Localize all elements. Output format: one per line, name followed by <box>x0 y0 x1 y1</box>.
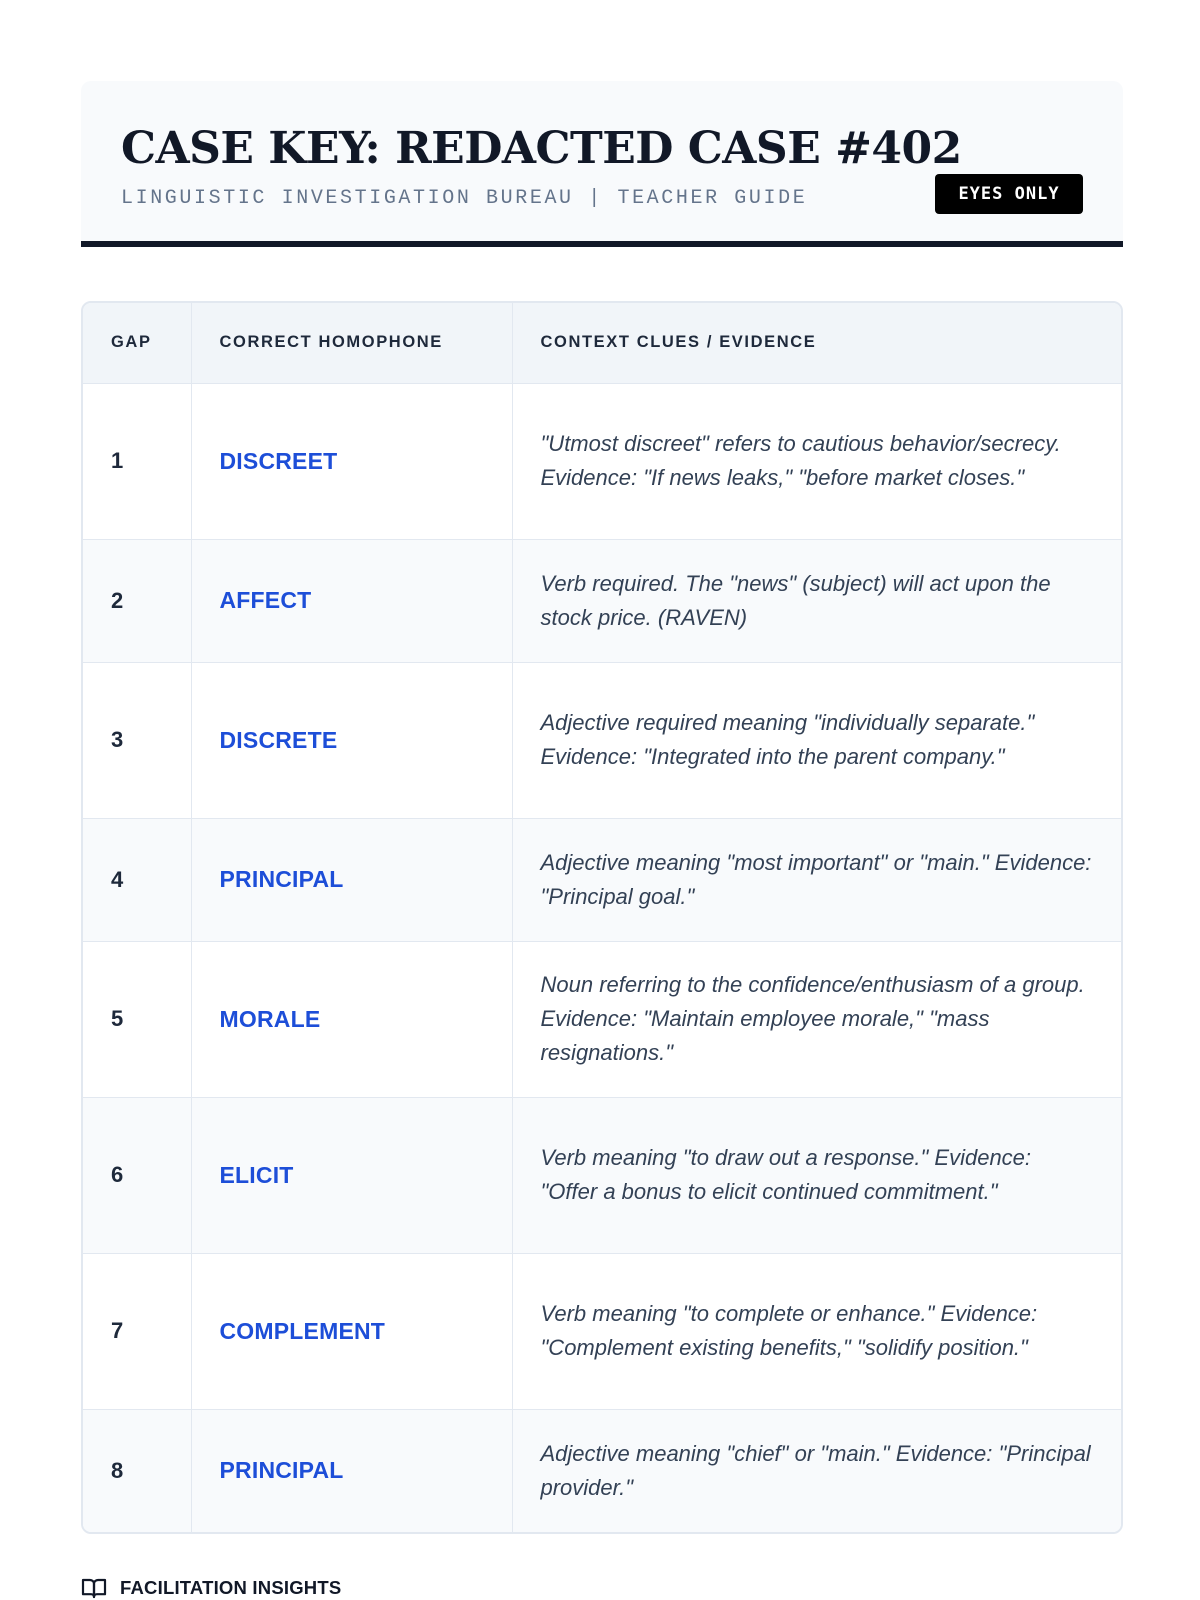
table-row <box>83 818 1121 941</box>
context-clue: Noun referring to the confidence/enthusiasm of a group. Evidence: "Maintain employee morale," "mass resignations." <box>540 972 1085 1065</box>
column-header-clues: CONTEXT CLUES / EVIDENCE <box>512 303 1121 383</box>
homophone-answer: DISCRETE <box>219 726 338 753</box>
homophone-cell <box>191 941 512 1097</box>
context-clue: "Utmost discreet" refers to cautious behavior/secrecy. Evidence: "If news leaks," "before market closes." <box>540 431 1061 490</box>
homophone-answer: MORALE <box>219 1005 321 1032</box>
facilitation-insights-heading <box>81 1577 341 1599</box>
table-row <box>83 1409 1121 1532</box>
gap-number: 2 <box>111 587 124 613</box>
clue-cell <box>512 539 1121 662</box>
clue-cell <box>512 662 1121 818</box>
gap-cell <box>83 1253 191 1409</box>
table-header <box>83 303 1121 383</box>
gap-cell <box>83 383 191 539</box>
book-icon <box>81 1577 107 1599</box>
homophone-answer: PRINCIPAL <box>219 1457 344 1483</box>
clue-cell <box>512 1409 1121 1532</box>
homophone-answer: DISCREET <box>219 447 338 474</box>
homophone-cell <box>191 662 512 818</box>
insights-label: FACILITATION INSIGHTS <box>120 1577 342 1598</box>
context-clue: Adjective required meaning "individually separate." Evidence: "Integrated into the parent company." <box>540 710 1035 769</box>
gap-number: 8 <box>111 1457 124 1483</box>
column-header-gap: GAP <box>83 303 191 383</box>
homophone-answer: COMPLEMENT <box>219 1317 386 1344</box>
context-clue: Adjective meaning "most important" or "main." Evidence: "Principal goal." <box>540 849 1092 909</box>
case-header <box>81 81 1123 247</box>
gap-number: 7 <box>111 1318 124 1343</box>
homophone-cell <box>191 1409 512 1532</box>
gap-cell <box>83 1409 191 1532</box>
clue-cell <box>512 818 1121 941</box>
page-subtitle: LINGUISTIC INVESTIGATION BUREAU | TEACHER GUIDE <box>121 187 808 210</box>
homophone-cell <box>191 383 512 539</box>
homophone-cell <box>191 818 512 941</box>
gap-number: 5 <box>111 1006 124 1031</box>
clue-cell <box>512 383 1121 539</box>
gap-cell <box>83 662 191 818</box>
homophone-cell <box>191 1253 512 1409</box>
homophone-cell <box>191 539 512 662</box>
table-row <box>83 539 1121 662</box>
homophone-answer: PRINCIPAL <box>219 866 344 892</box>
table-row <box>83 941 1121 1097</box>
table-row <box>83 1253 1121 1409</box>
homophone-answer: AFFECT <box>219 587 312 613</box>
gap-cell <box>83 539 191 662</box>
context-clue: Verb meaning "to draw out a response." Evidence: "Offer a bonus to elicit continued commitment." <box>540 1145 1032 1204</box>
context-clue: Adjective meaning "chief" or "main." Evidence: "Principal provider." <box>540 1440 1091 1500</box>
homophone-answer: ELICIT <box>219 1161 294 1188</box>
homophone-cell <box>191 1097 512 1253</box>
table-row <box>83 383 1121 539</box>
page-title: CASE KEY: REDACTED CASE #402 <box>121 123 962 174</box>
gap-cell <box>83 941 191 1097</box>
gap-cell <box>83 1097 191 1253</box>
context-clue: Verb meaning "to complete or enhance." Evidence: "Complement existing benefits," "solidify position." <box>540 1301 1038 1360</box>
table-row <box>83 662 1121 818</box>
clue-cell <box>512 1097 1121 1253</box>
gap-number: 1 <box>111 448 124 473</box>
column-header-homophone: CORRECT HOMOPHONE <box>191 303 512 383</box>
gap-cell <box>83 818 191 941</box>
clue-cell <box>512 941 1121 1097</box>
answer-table <box>81 301 1123 1534</box>
gap-number: 4 <box>111 866 124 892</box>
clue-cell <box>512 1253 1121 1409</box>
gap-number: 3 <box>111 727 124 752</box>
context-clue: Verb required. The "news" (subject) will act upon the stock price. (RAVEN) <box>540 570 1051 630</box>
eyes-only-badge: EYES ONLY <box>935 174 1083 214</box>
gap-number: 6 <box>111 1162 124 1187</box>
table-row <box>83 1097 1121 1253</box>
